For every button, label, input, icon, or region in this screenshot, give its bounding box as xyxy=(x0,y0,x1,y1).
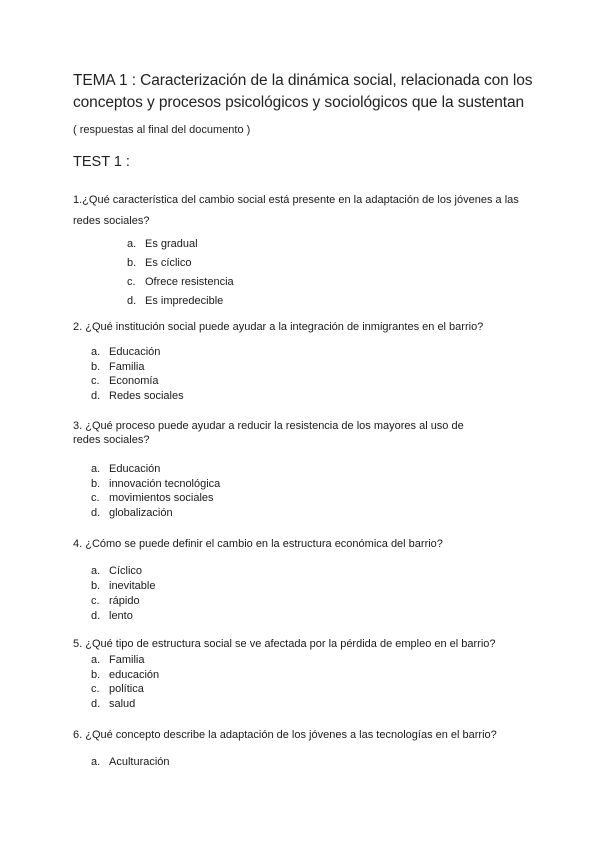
option-letter: b. xyxy=(91,361,101,373)
option-letter: c. xyxy=(91,492,100,504)
option-text: Ofrece resistencia xyxy=(145,276,234,288)
option-6a xyxy=(91,755,170,770)
option-letter: c. xyxy=(91,683,100,695)
option-text: Familia xyxy=(109,654,145,666)
option-5a xyxy=(91,653,144,668)
option-letter: b. xyxy=(91,580,101,592)
option-letter: c. xyxy=(127,276,136,288)
question-1: 1.¿Qué característica del cambio social está presente en la adaptación de los jóvenes a las redes sociales? xyxy=(73,194,519,227)
option-letter: d. xyxy=(91,610,101,622)
option-1a xyxy=(127,237,198,252)
option-1d xyxy=(127,294,223,309)
option-letter: d. xyxy=(91,698,101,710)
option-2d xyxy=(91,389,184,404)
option-5c xyxy=(91,682,144,697)
option-4a xyxy=(91,564,142,579)
question-4: 4. ¿Cómo se puede definir el cambio en la estructura económica del barrio? xyxy=(73,538,443,550)
option-text: Familia xyxy=(109,361,145,373)
option-text: Es cíclico xyxy=(145,257,192,269)
option-letter: d. xyxy=(91,390,101,402)
option-4c xyxy=(91,594,140,609)
option-4d xyxy=(91,609,133,624)
option-1c xyxy=(127,275,234,290)
option-letter: a. xyxy=(91,654,101,666)
option-text: Cíclico xyxy=(109,565,143,577)
option-text: Es impredecible xyxy=(145,295,224,307)
option-text: globalización xyxy=(109,507,173,519)
option-letter: b. xyxy=(91,478,101,490)
option-4b xyxy=(91,579,155,594)
option-text: Educación xyxy=(109,463,161,475)
option-text: Educación xyxy=(109,346,161,358)
option-text: Aculturación xyxy=(109,756,170,768)
option-letter: a. xyxy=(91,565,101,577)
option-5b xyxy=(91,668,159,683)
option-3b xyxy=(91,477,220,492)
option-2b xyxy=(91,360,144,375)
option-2a xyxy=(91,345,160,360)
option-letter: c. xyxy=(91,595,100,607)
option-text: Economía xyxy=(109,375,159,387)
option-letter: a. xyxy=(91,463,101,475)
option-letter: c. xyxy=(91,375,100,387)
question-2: 2. ¿Qué institución social puede ayudar a la integración de inmigrantes en el barrio? xyxy=(73,321,484,333)
option-text: lento xyxy=(109,610,133,622)
page-title: TEMA 1 : Caracterización de la dinámica social, relacionada con los conceptos y procesos psicológicos y sociológicos que la sustentan xyxy=(73,72,533,111)
option-letter: b. xyxy=(91,669,101,681)
option-letter: d. xyxy=(91,507,101,519)
option-text: salud xyxy=(109,698,136,710)
option-1b xyxy=(127,256,191,271)
option-text: innovación tecnológica xyxy=(109,478,221,490)
question-3: 3. ¿Qué proceso puede ayudar a reducir la resistencia de los mayores al uso de redes sociales? xyxy=(73,420,464,446)
option-text: educación xyxy=(109,669,160,681)
option-text: inevitable xyxy=(109,580,156,592)
question-5: 5. ¿Qué tipo de estructura social se ve afectada por la pérdida de empleo en el barrio? xyxy=(73,638,496,650)
option-2c xyxy=(91,374,159,389)
answers-note: ( respuestas al final del documento ) xyxy=(73,124,251,136)
option-letter: b. xyxy=(127,257,137,269)
option-text: política xyxy=(109,683,144,695)
question-6: 6. ¿Qué concepto describe la adaptación de los jóvenes a las tecnologías en el barrio? xyxy=(73,729,497,741)
option-3c xyxy=(91,491,214,506)
option-letter: a. xyxy=(91,346,101,358)
option-letter: d. xyxy=(127,295,137,307)
option-5d xyxy=(91,697,135,712)
test-heading: TEST 1 : xyxy=(73,154,130,170)
option-text: movimientos sociales xyxy=(109,492,214,504)
option-3a xyxy=(91,462,160,477)
option-3d xyxy=(91,506,173,521)
option-text: rápido xyxy=(109,595,140,607)
option-text: Redes sociales xyxy=(109,390,184,402)
option-letter: a. xyxy=(127,238,137,250)
option-letter: a. xyxy=(91,756,101,768)
option-text: Es gradual xyxy=(145,238,198,250)
